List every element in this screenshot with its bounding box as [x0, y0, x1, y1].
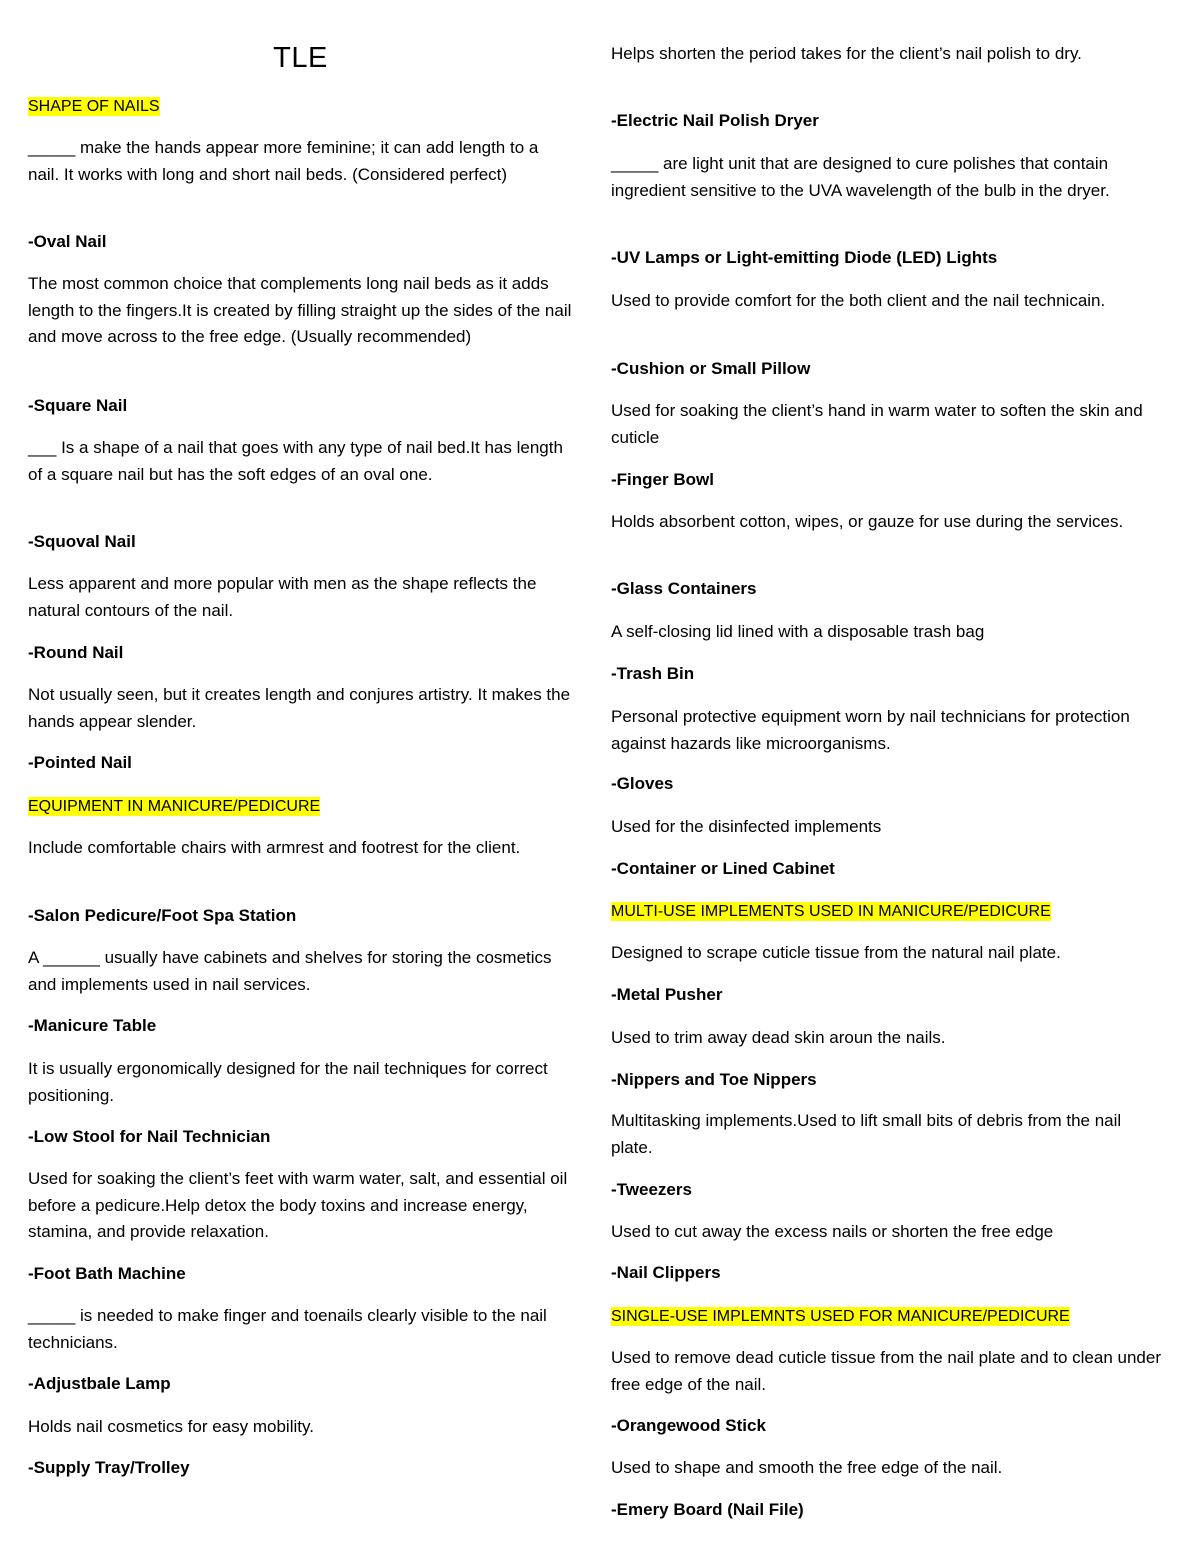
description-text: Holds nail cosmetics for easy mobility.	[28, 1417, 314, 1436]
term-nail-clippers: -Nail Clippers	[611, 1263, 721, 1282]
term-uv-lamps: -UV Lamps or Light-emitting Diode (LED) Lights	[611, 248, 998, 267]
description-text: Used to cut away the excess nails or shorten the free edge	[611, 1222, 1054, 1241]
term-trash-bin: -Trash Bin	[611, 664, 695, 683]
term-manicure-table: -Manicure Table	[28, 1016, 157, 1035]
term-oval-nail: -Oval Nail	[28, 232, 107, 251]
description-text: Include comfortable chairs with armrest and footrest for the client.	[28, 838, 521, 857]
term-supply-tray: -Supply Tray/Trolley	[28, 1458, 190, 1477]
description-text: It is usually ergonomically designed for the nail techniques for correct positioning.	[28, 1059, 548, 1105]
description-text: The most common choice that complements long nail beds as it adds length to the fingers.It is created by filling straight up the sides of the nail and move across to the free edge. (Usually recommended)	[28, 274, 572, 346]
highlighted-header: EQUIPMENT IN MANICURE/PEDICURE	[28, 798, 321, 815]
description-text: Holds absorbent cotton, wipes, or gauze for use during the services.	[611, 512, 1124, 531]
description-text: Designed to scrape cuticle tissue from the natural nail plate.	[611, 943, 1061, 962]
description-text: Used to shape and smooth the free edge of the nail.	[611, 1458, 1003, 1477]
description-text: Multitasking implements.Used to lift small bits of debris from the nail plate.	[611, 1111, 1122, 1157]
description-text: _____ is needed to make finger and toenails clearly visible to the nail technicians.	[28, 1306, 547, 1352]
description-text: Used to remove dead cuticle tissue from the nail plate and to clean under free edge of the nail.	[611, 1348, 1161, 1394]
term-nippers: -Nippers and Toe Nippers	[611, 1070, 817, 1089]
description-text: Used for soaking the client’s feet with warm water, salt, and essential oil before a pedicure.Help detox the body toxins and increase energy, stamina, and provide relaxation.	[28, 1169, 568, 1241]
section-header-shape	[28, 93, 573, 121]
term-low-stool: -Low Stool for Nail Technician	[28, 1127, 271, 1146]
term-electric-nail-polish-dryer: -Electric Nail Polish Dryer	[611, 111, 819, 130]
term-pointed-nail: -Pointed Nail	[28, 753, 132, 772]
description-text: Less apparent and more popular with men as the shape reflects the natural contours of the nail.	[28, 574, 537, 620]
term-salon-pedicure: -Salon Pedicure/Foot Spa Station	[28, 906, 297, 925]
description-text: Used for soaking the client’s hand in warm water to soften the skin and cuticle	[611, 401, 1143, 447]
description-text: ___ Is a shape of a nail that goes with any type of nail bed.It has length of a square nail but has the soft edges of an oval one.	[28, 438, 563, 484]
term-gloves: -Gloves	[611, 774, 674, 793]
term-tweezers: -Tweezers	[611, 1180, 692, 1199]
description-text: Personal protective equipment worn by nail technicians for protection against hazards like microorganisms.	[611, 707, 1130, 753]
term-adjustable-lamp: -Adjustbale Lamp	[28, 1374, 171, 1393]
description-text: Helps shorten the period takes for the client’s nail polish to dry.	[611, 44, 1082, 63]
highlighted-header: SINGLE-USE IMPLEMNTS USED FOR MANICURE/PEDICURE	[611, 1308, 1070, 1325]
section-header-multi-use	[611, 898, 1161, 926]
highlighted-header: SHAPE OF NAILS	[28, 98, 160, 115]
section-header-single-use	[611, 1303, 1161, 1331]
term-glass-containers: -Glass Containers	[611, 579, 757, 598]
term-cushion: -Cushion or Small Pillow	[611, 359, 811, 378]
description-text: Not usually seen, but it creates length and conjures artistry. It makes the hands appear slender.	[28, 685, 571, 731]
description-text: _____ are light unit that are designed to cure polishes that contain ingredient sensitive to the UVA wavelength of the bulb in the dryer.	[611, 154, 1110, 200]
description-text: A self-closing lid lined with a disposable trash bag	[611, 622, 985, 641]
description-text: Used to trim away dead skin aroun the nails.	[611, 1028, 946, 1047]
term-orangewood-stick: -Orangewood Stick	[611, 1416, 766, 1435]
highlighted-header: MULTI-USE IMPLEMENTS USED IN MANICURE/PEDICURE	[611, 903, 1051, 920]
description-text: A ______ usually have cabinets and shelves for storing the cosmetics and implements used in nail services.	[28, 948, 552, 994]
document-title: TLE	[273, 42, 328, 74]
term-finger-bowl: -Finger Bowl	[611, 470, 714, 489]
term-metal-pusher: -Metal Pusher	[611, 985, 723, 1004]
term-square-nail: -Square Nail	[28, 396, 128, 415]
term-round-nail: -Round Nail	[28, 643, 124, 662]
section-header-equipment	[28, 793, 573, 821]
term-squoval-nail: -Squoval Nail	[28, 532, 136, 551]
description-text: _____ make the hands appear more feminine; it can add length to a nail. It works with long and short nail beds. (Considered perfect)	[28, 138, 539, 184]
term-foot-bath-machine: -Foot Bath Machine	[28, 1264, 186, 1283]
term-container-lined-cabinet: -Container or Lined Cabinet	[611, 859, 835, 878]
description-text: Used for the disinfected implements	[611, 817, 882, 836]
description-text: Used to provide comfort for the both client and the nail technicain.	[611, 291, 1106, 310]
term-emery-board: -Emery Board (Nail File)	[611, 1500, 804, 1519]
